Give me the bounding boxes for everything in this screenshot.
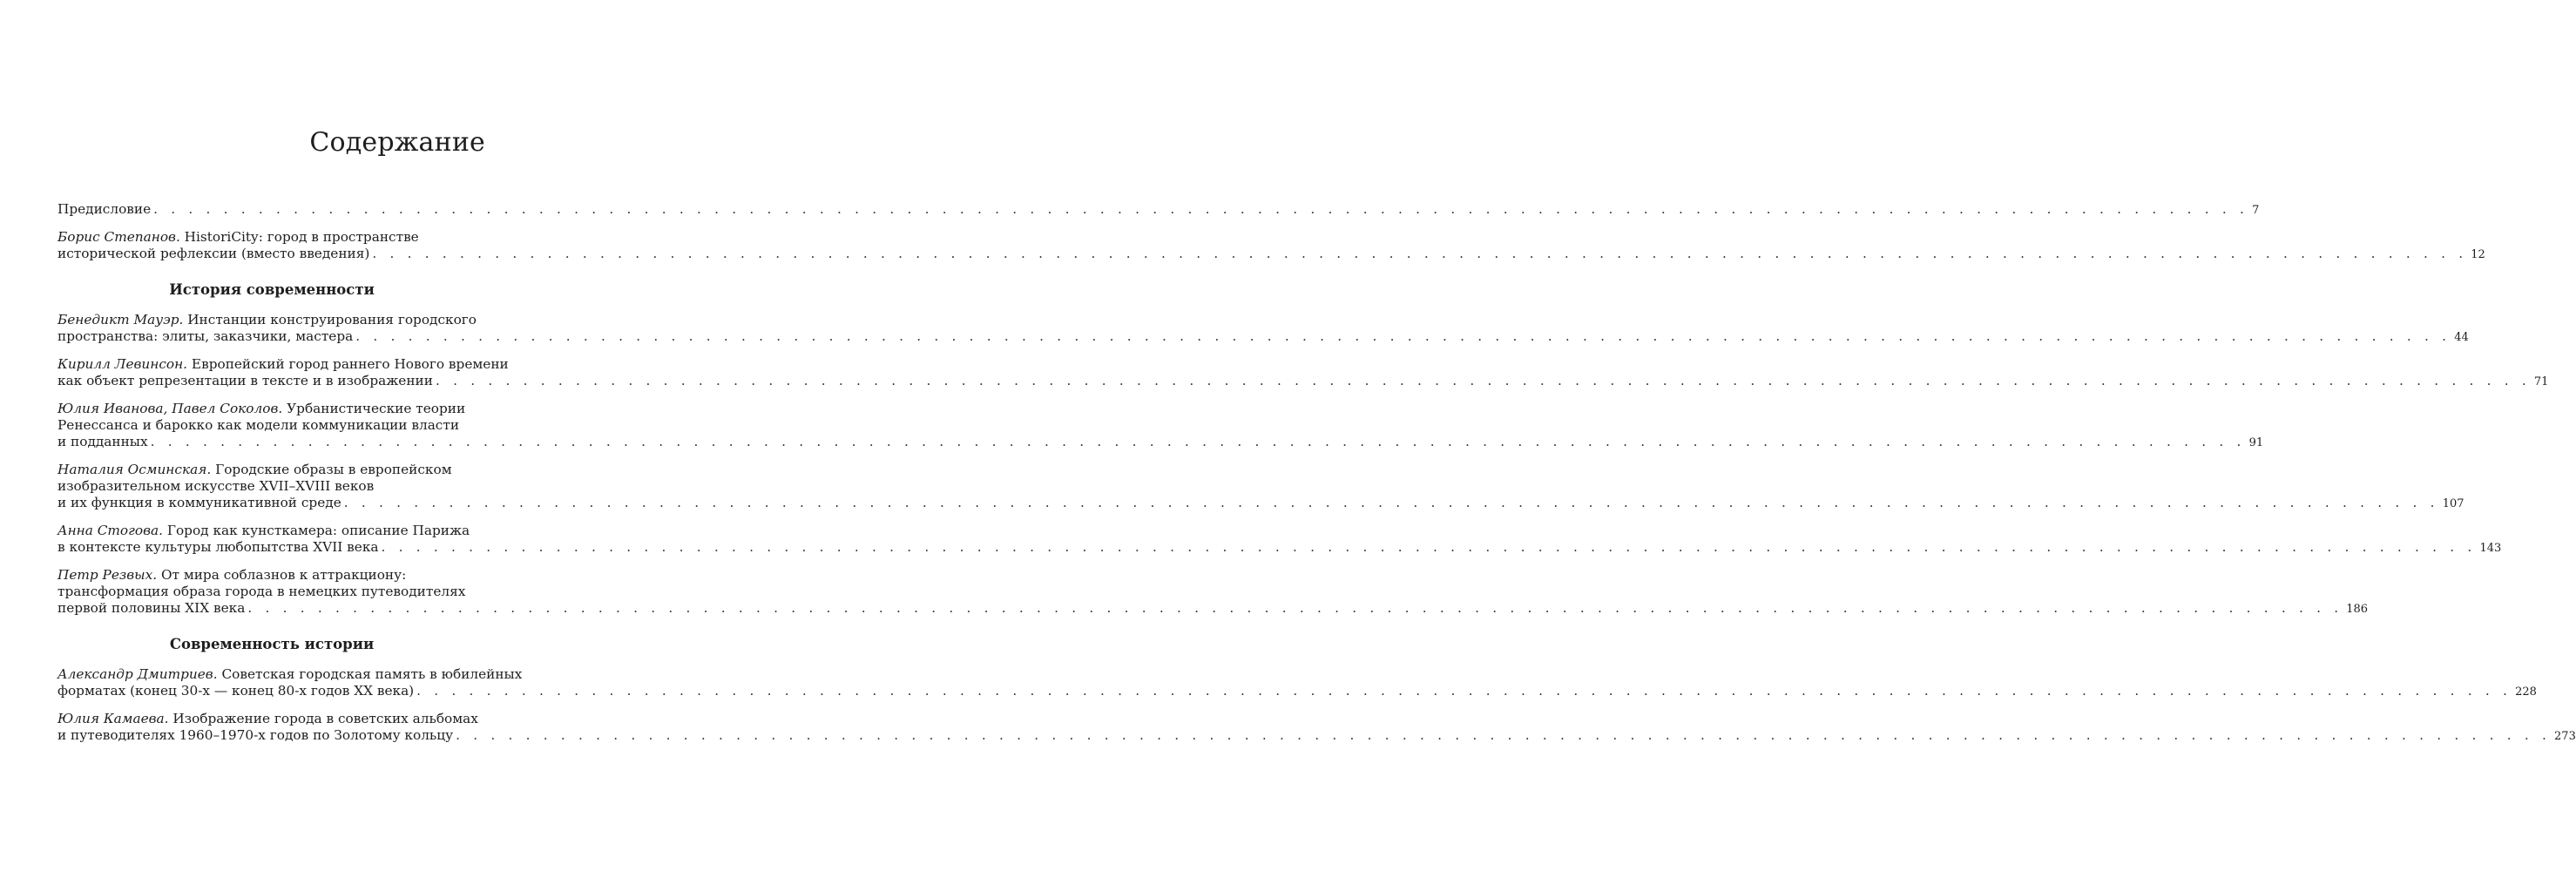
entry-title-line: пространства: элиты, заказчики, мастера <box>57 328 354 344</box>
entry-author: Юлия Камаева. <box>57 711 169 726</box>
page-number: 71 <box>2533 375 2549 388</box>
entry-last-line <box>57 328 2469 346</box>
entry-title-line: в контексте культуры любопытства XVII века <box>57 539 379 555</box>
entry-title-line: Изображение города в советских альбомах <box>168 711 478 726</box>
page-number: 228 <box>2515 685 2537 699</box>
entry-title-line: и путеводителях 1960–1970-х годов по Золотому кольцу <box>57 727 454 743</box>
entry-line <box>57 523 486 539</box>
entry-line <box>57 462 486 478</box>
entry-title-line: Инстанции конструирования городского <box>183 312 477 327</box>
entry-line <box>57 567 486 584</box>
leader-dots: . . . . . . . . . . . . . . . . . . . . . . . . . . . . . . . . . . . . . . . . . . . . . . . . . . . . . . . . . . . . . . . . . . . . . . . . . . . . . . . . . . . . . . . . . . . . . . . . . . . . . . . . . . . . . . . . . . . . . . . . <box>381 539 2477 555</box>
leader-dots: . . . . . . . . . . . . . . . . . . . . . . . . . . . . . . . . . . . . . . . . . . . . . . . . . . . . . . . . . . . . . . . . . . . . . . . . . . . . . . . . . . . . . . . . . . . . . . . . . . . . . . . . . . . . . . . . . . . . . . . . <box>435 373 2531 388</box>
toc-entry <box>57 401 2264 451</box>
entry-line <box>57 417 486 434</box>
page-number: 143 <box>2479 542 2502 555</box>
entry-title-line: Ренессанса и барокко как модели коммуникации власти <box>57 417 460 433</box>
entry-line <box>57 711 486 727</box>
section-heading: Современность истории <box>169 636 375 652</box>
page-number: 7 <box>2252 204 2260 217</box>
entry-author: Борис Степанов. <box>57 229 180 245</box>
entry-last-line <box>57 539 2502 557</box>
entry-title-line: Европейский город раннего Нового времени <box>187 356 509 372</box>
toc-entry <box>57 567 2369 618</box>
page-title: Содержание <box>309 127 485 158</box>
toc-entry <box>57 229 2485 263</box>
toc-entry <box>57 356 2549 390</box>
page-number: 91 <box>2248 436 2264 449</box>
entry-title-line: и подданных <box>57 434 148 449</box>
toc-entry <box>57 523 2502 557</box>
entry-last-line <box>57 600 2369 618</box>
section-heading: История современности <box>169 281 375 298</box>
page-number: 107 <box>2442 497 2464 510</box>
toc-entry <box>57 666 2537 700</box>
entry-title-line: От мира соблазнов к аттракциону: <box>157 567 407 583</box>
toc-intro-group <box>57 201 2485 263</box>
entry-last-line <box>57 434 2264 451</box>
leader-dots: . . . . . . . . . . . . . . . . . . . . . . . . . . . . . . . . . . . . . . . . . . . . . . . . . . . . . . . . . . . . . . . . . . . . . . . . . . . . . . . . . . . . . . . . . . . . . . . . . . . . . . . . . . . . . . . . . . . . . . . . <box>355 328 2451 344</box>
entry-line <box>57 312 486 328</box>
entry-title-line: HistoriCity: город в пространстве <box>179 229 419 245</box>
entry-title-line: изобразительном искусстве XVII–XVIII веков <box>57 478 375 494</box>
leader-dots: . . . . . . . . . . . . . . . . . . . . . . . . . . . . . . . . . . . . . . . . . . . . . . . . . . . . . . . . . . . . . . . . . . . . . . . . . . . . . . . . . . . . . . . . . . . . . . . . . . . . . . . . . . . . . . . . . . . . . . . . <box>456 727 2552 743</box>
entry-last-line <box>57 201 2260 219</box>
entry-last-line <box>57 727 2576 745</box>
entry-title-line: Город как кунсткамера: описание Парижа <box>162 523 470 538</box>
toc-section-2-group <box>57 666 2576 745</box>
entry-title-line: Городские образы в европейском <box>211 462 452 477</box>
leader-dots: . . . . . . . . . . . . . . . . . . . . . . . . . . . . . . . . . . . . . . . . . . . . . . . . . . . . . . . . . . . . . . . . . . . . . . . . . . . . . . . . . . . . . . . . . . . . . . . . . . . . . . . . . . . . . . . . . . . . . . . . <box>343 495 2439 510</box>
entry-title-line: исторической рефлексии (вместо введения) <box>57 246 370 261</box>
entry-author: Анна Стогова. <box>57 523 163 538</box>
page-number: 44 <box>2454 331 2469 344</box>
entry-line <box>57 584 486 600</box>
entry-title-line: Предисловие <box>57 201 152 217</box>
entry-last-line <box>57 373 2549 390</box>
entry-last-line <box>57 495 2464 512</box>
toc-entry <box>57 312 2469 346</box>
entry-title-line: Урбанистические теории <box>282 401 466 416</box>
entry-last-line <box>57 246 2485 263</box>
entry-author: Кирилл Левинсон. <box>57 356 188 372</box>
leader-dots: . . . . . . . . . . . . . . . . . . . . . . . . . . . . . . . . . . . . . . . . . . . . . . . . . . . . . . . . . . . . . . . . . . . . . . . . . . . . . . . . . . . . . . . . . . . . . . . . . . . . . . . . . . . . . . . . . . . . . . . . <box>372 246 2468 261</box>
entry-line <box>57 666 523 683</box>
entry-author: Петр Резвых. <box>57 567 158 583</box>
entry-line <box>57 478 486 495</box>
toc-entry <box>57 711 2576 745</box>
entry-line <box>57 356 509 373</box>
leader-dots: . . . . . . . . . . . . . . . . . . . . . . . . . . . . . . . . . . . . . . . . . . . . . . . . . . . . . . . . . . . . . . . . . . . . . . . . . . . . . . . . . . . . . . . . . . . . . . . . . . . . . . . . . . . . . . . . . . . . . . . . <box>150 434 2246 449</box>
entry-author: Юлия Иванова, Павел Соколов. <box>57 401 283 416</box>
leader-dots: . . . . . . . . . . . . . . . . . . . . . . . . . . . . . . . . . . . . . . . . . . . . . . . . . . . . . . . . . . . . . . . . . . . . . . . . . . . . . . . . . . . . . . . . . . . . . . . . . . . . . . . . . . . . . . . . . . . . . . . . <box>153 201 2249 217</box>
toc-section-1-group <box>57 312 2549 618</box>
entry-title-line: Советская городская память в юбилейных <box>217 666 523 682</box>
page-number: 186 <box>2346 603 2369 616</box>
entry-line <box>57 401 486 417</box>
toc-entry <box>57 462 2464 512</box>
entry-title-line: первой половины XIX века <box>57 600 246 616</box>
leader-dots: . . . . . . . . . . . . . . . . . . . . . . . . . . . . . . . . . . . . . . . . . . . . . . . . . . . . . . . . . . . . . . . . . . . . . . . . . . . . . . . . . . . . . . . . . . . . . . . . . . . . . . . . . . . . . . . . . . . . . . . . <box>416 683 2512 699</box>
entry-title-line: и их функция в коммуникативной среде <box>57 495 341 510</box>
table-of-contents <box>57 201 2576 745</box>
entry-title-line: трансформация образа города в немецких путеводителях <box>57 584 466 599</box>
entry-title-line: форматах (конец 30-х — конец 80-х годов XX века) <box>57 683 415 699</box>
entry-title-line: как объект репрезентации в тексте и в изображении <box>57 373 433 388</box>
entry-last-line <box>57 683 2537 700</box>
page-number: 273 <box>2554 730 2576 743</box>
entry-line <box>57 229 486 246</box>
page-number: 12 <box>2471 248 2485 261</box>
entry-author: Бенедикт Мауэр. <box>57 312 184 327</box>
entry-author: Наталия Осминская. <box>57 462 212 477</box>
toc-entry <box>57 201 2260 219</box>
entry-author: Александр Дмитриев. <box>57 666 218 682</box>
leader-dots: . . . . . . . . . . . . . . . . . . . . . . . . . . . . . . . . . . . . . . . . . . . . . . . . . . . . . . . . . . . . . . . . . . . . . . . . . . . . . . . . . . . . . . . . . . . . . . . . . . . . . . . . . . . . . . . . . . . . . . . . <box>247 600 2343 616</box>
